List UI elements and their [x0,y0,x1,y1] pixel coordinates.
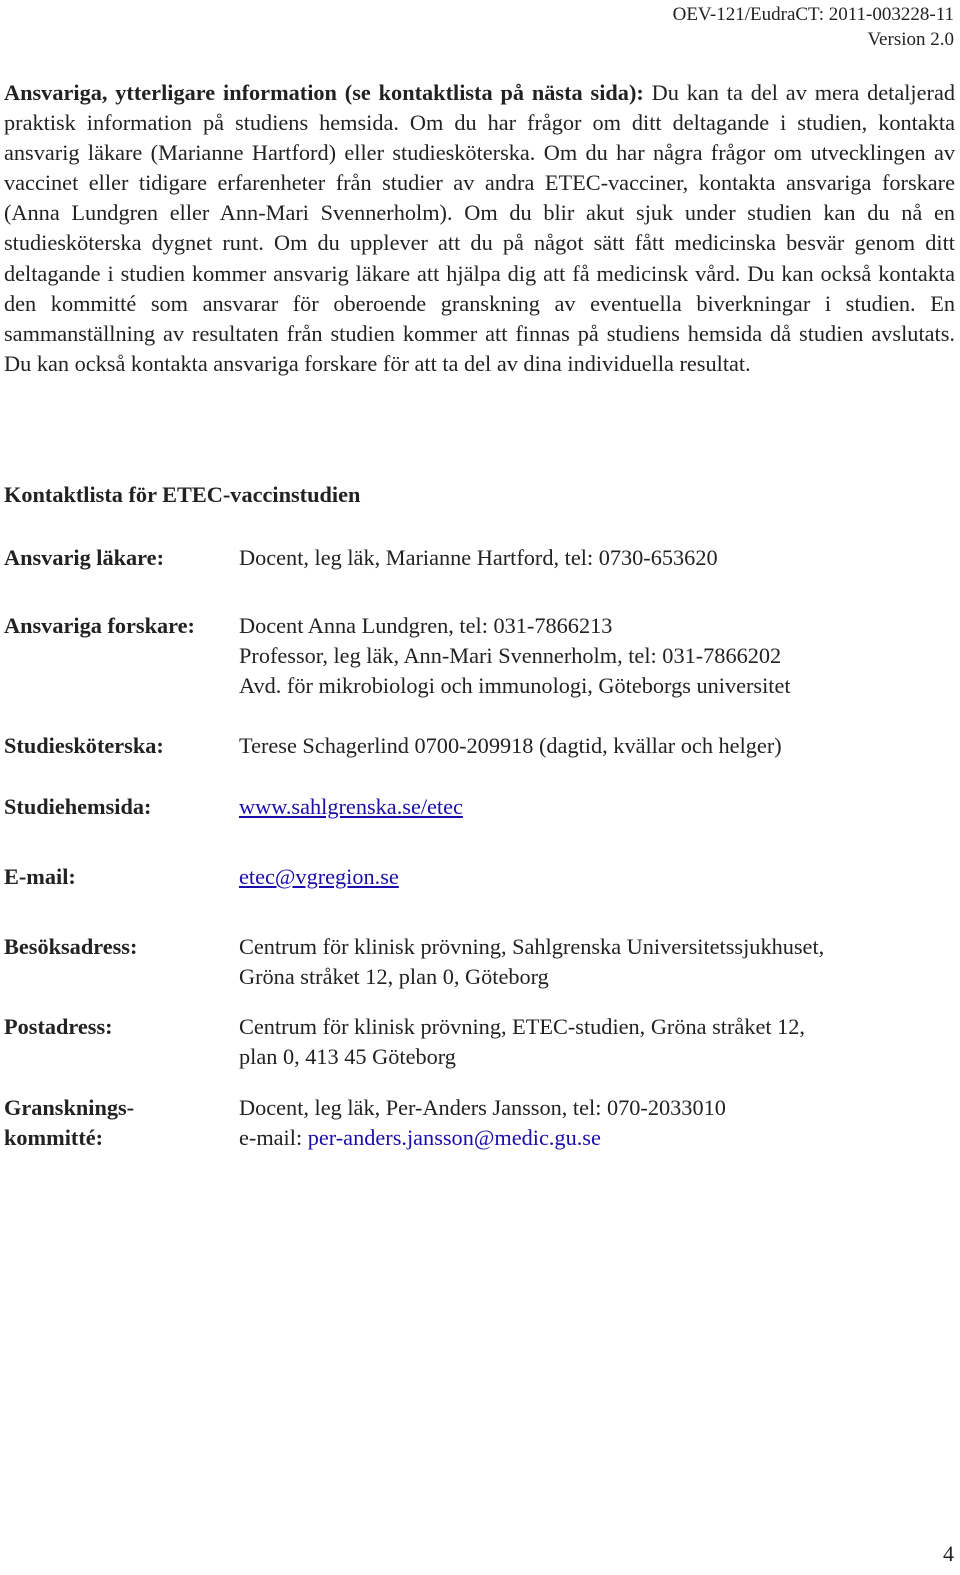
postal-address-label: Postadress: [4,1014,113,1039]
document-header [673,2,954,52]
postal-address-line-2: plan 0, 413 45 Göteborg [239,1044,456,1070]
committee-label-line-2: kommitté: [4,1125,104,1151]
doctor-label: Ansvarig läkare: [4,545,164,570]
intro-lead: Ansvariga, ytterligare information (se kontaktlista på nästa sida): [4,80,644,105]
committee-label-line-1: Gransknings- [4,1095,135,1120]
committee-email-line [239,1123,949,1153]
website-link[interactable]: www.sahlgrenska.se/etec [239,794,463,819]
postal-address-line-1: Centrum för klinisk prövning, ETEC-studien, Gröna stråket 12, [239,1014,806,1039]
email-link[interactable]: etec@vgregion.se [239,864,399,889]
document-version: Version 2.0 [867,29,954,50]
nurse-line: Terese Schagerlind 0700-209918 (dagtid, kvällar och helger) [239,733,782,758]
committee-value [239,1093,949,1153]
contact-list-title: Kontaktlista för ETEC-vaccinstudien [4,482,361,507]
researcher-line-1: Docent Anna Lundgren, tel: 031-7866213 [239,613,613,638]
visit-address-value [239,932,949,992]
intro-body: Du kan ta del av mera detaljerad praktisk information på studiens hemsida. Om du har frågor om ditt deltagande i studien, kontakta ansvarig läkare (Marianne Hartford) eller studiesköterska. Om du har några frågor om utvecklingen av vaccinet eller tidigare erfarenheter från studier av andra ETEC-vacciner, kontakta ansvariga forskare (Anna Lundgren eller Ann-Mari Svennerholm). Om du blir akut sjuk under studien kan du nå en studiesköterska dygnet runt. Om du upplever att du på något sätt fått medicinska besvär genom ditt deltagande i studien kommer ansvarig läkare att hjälpa dig att få medicinsk vård. Du kan också kontakta den kommitté som ansvarar för oberoende granskning av eventuella biverkningar i studien. En sammanställning av resultaten från studien kommer att finnas på studiens hemsida då studien avslutats. Du kan också kontakta ansvariga forskare för att ta del av dina individuella resultat. [4,80,955,376]
email-value [239,862,949,892]
visit-address-label: Besöksadress: [4,934,138,959]
visit-address-line-1: Centrum för klinisk prövning, Sahlgrenska Universitetssjukhuset, [239,934,825,959]
researchers-label: Ansvariga forskare: [4,613,195,638]
website-label: Studiehemsida: [4,794,152,819]
nurse-value [239,731,949,761]
doctor-value [239,543,949,573]
nurse-label: Studiesköterska: [4,733,164,758]
committee-line-1: Docent, leg läk, Per-Anders Jansson, tel: 070-2033010 [239,1095,726,1120]
committee-email-prefix: e-mail: [239,1125,308,1151]
visit-address-line-2: Gröna stråket 12, plan 0, Göteborg [239,964,549,990]
intro-paragraph [4,78,955,379]
website-value [239,792,949,822]
committee-email-link[interactable]: per-anders.jansson@medic.gu.se [307,1125,601,1151]
researcher-line-3: Avd. för mikrobiologi och immunologi, Göteborgs universitet [239,673,791,699]
doctor-line: Docent, leg läk, Marianne Hartford, tel: 0730-653620 [239,545,718,570]
committee-label [4,1093,134,1153]
postal-address-value [239,1012,949,1072]
email-label: E-mail: [4,864,76,889]
researchers-value [239,611,949,701]
page-number: 4 [943,1541,954,1566]
researcher-line-2: Professor, leg läk, Ann-Mari Svennerholm, tel: 031-7866202 [239,643,782,669]
document-id: OEV-121/EudraCT: 2011-003228-11 [672,4,954,25]
